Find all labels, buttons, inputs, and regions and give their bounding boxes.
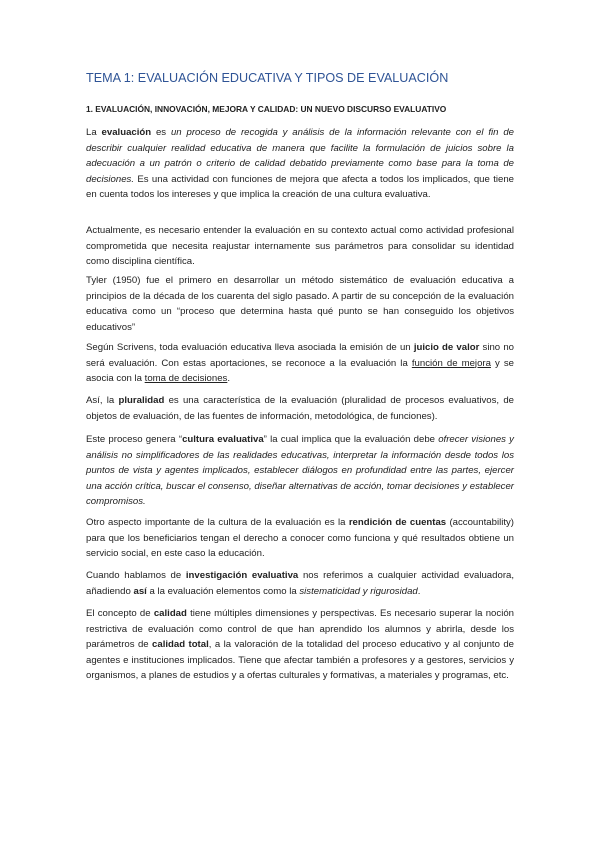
text-run: . [227, 373, 231, 384]
text-run: (accountability) para que los beneficiarios tengan el derecho a conocer como funciona y qué resultados obtiene un servicio social, en este caso la educación. [86, 517, 514, 559]
text-run: sino no será evaluación. Con estas aportaciones, se reconoce a la evaluación la [86, 342, 514, 369]
bold-term: juicio de valor [413, 342, 480, 353]
page-title: TEMA 1: EVALUACIÓN EDUCATIVA Y TIPOS DE EVALUACIÓN [86, 71, 449, 85]
bold-term: pluralidad [118, 395, 165, 406]
text-run: Así, la [86, 395, 119, 406]
text-run: Este proceso genera “ [86, 434, 183, 445]
text-run: ” la cual implica que la evaluación debe [263, 434, 439, 445]
italic-text: sistematicidad y rigurosidad [299, 585, 418, 597]
bold-term: cultura evaluativa [182, 434, 264, 445]
bold-term: así [133, 585, 147, 597]
text-run: , a la valoración de la totalidad del proceso educativo y al conjunto de agentes e instituciones implicados. Tiene que afectar también a profesores y a gestores, servicios y organismos, a planes de estudios y a ofertas culturales y formativas, a materiales y programas, etc. [86, 639, 514, 681]
text-run: La [86, 127, 102, 138]
bold-term: investigación evaluativa [185, 570, 299, 581]
text-run: es una característica de la evaluación (pluralidad de procesos evaluativos, de objetos de evaluación, de las fuentes de información, metodológica, de funciones). [86, 395, 515, 422]
underlined-term: función de mejora [411, 357, 491, 369]
text-run: a la evaluación elementos como la [146, 585, 300, 597]
text-run: Cuando hablamos de [86, 570, 186, 581]
bold-term: calidad total [152, 639, 209, 650]
text-run: nos referimos a cualquier actividad evaluadora, añadiendo [86, 570, 515, 597]
paragraph-scrivens [86, 340, 514, 387]
bold-term: rendición de cuentas [348, 517, 447, 528]
bold-term: calidad [153, 608, 187, 619]
text-run: es [151, 127, 171, 138]
paragraph-pluralidad [86, 393, 514, 424]
text-run: y se asocia con la [86, 357, 515, 384]
text-run: El concepto de [86, 608, 154, 619]
underlined-term: toma de decisiones [144, 373, 228, 384]
paragraph-context: Actualmente, es necesario entender la evaluación en su contexto actual como actividad profesional comprometida que necesita reajustar internamente sus parámetros para consolidar su identidad como disciplina científica. [86, 225, 514, 267]
text-run: tiene múltiples dimensiones y perspectivas. Es necesario superar la noción restrictiva de evaluación como control de que han aprendido los alumnos y abrirla, desde los parámetros de [86, 608, 514, 650]
text-run: . [417, 585, 421, 597]
text-run: Es una actividad con funciones de mejora que afecta a todos los implicados, que tiene en cuenta todos los intereses y que implica la creación de una cultura evaluativa. [86, 173, 514, 200]
paragraph-cultura [86, 432, 514, 510]
paragraph-investigacion [86, 568, 514, 599]
paragraph-rendicion [86, 515, 514, 562]
paragraph-definition [86, 125, 514, 203]
italic-definition: un proceso de recogida y análisis de la información relevante con el fin de describir cualquier realidad educativa de manera que facilite la formulación de juicios sobre la adecuación a un patrón o criterio de calidad debatido previamente como base para la toma de decisiones. [86, 127, 515, 185]
paragraph-calidad [86, 606, 514, 684]
text-run: Según Scrivens, toda evaluación educativa lleva asociada la emisión de un [86, 342, 414, 353]
bold-term: evaluación [101, 127, 152, 138]
section-heading: 1. EVALUACIÓN, INNOVACIÓN, MEJORA Y CALIDAD: UN NUEVO DISCURSO EVALUATIVO [86, 104, 447, 114]
text-run: Otro aspecto importante de la cultura de la evaluación es la [86, 517, 349, 528]
paragraph-tyler: Tyler (1950) fue el primero en desarrollar un método sistemático de evaluación educativa a principios de la década de los cuarenta del siglo pasado. A partir de su concepción de la evaluación educativa como un “proceso que determina hasta qué punto se han conseguido los objetivos educativos” [86, 275, 514, 333]
italic-text: ofrecer visiones y análisis no simplificadores de las realidades educativas, interpretar la información desde todos los puntos de vista y agentes implicados, establecer diálogos en profundidad entre las partes, ejercer una acción crítica, buscar el consenso, diseñar alternativas de acción, tomar decisiones y establecer compromisos. [86, 434, 514, 507]
